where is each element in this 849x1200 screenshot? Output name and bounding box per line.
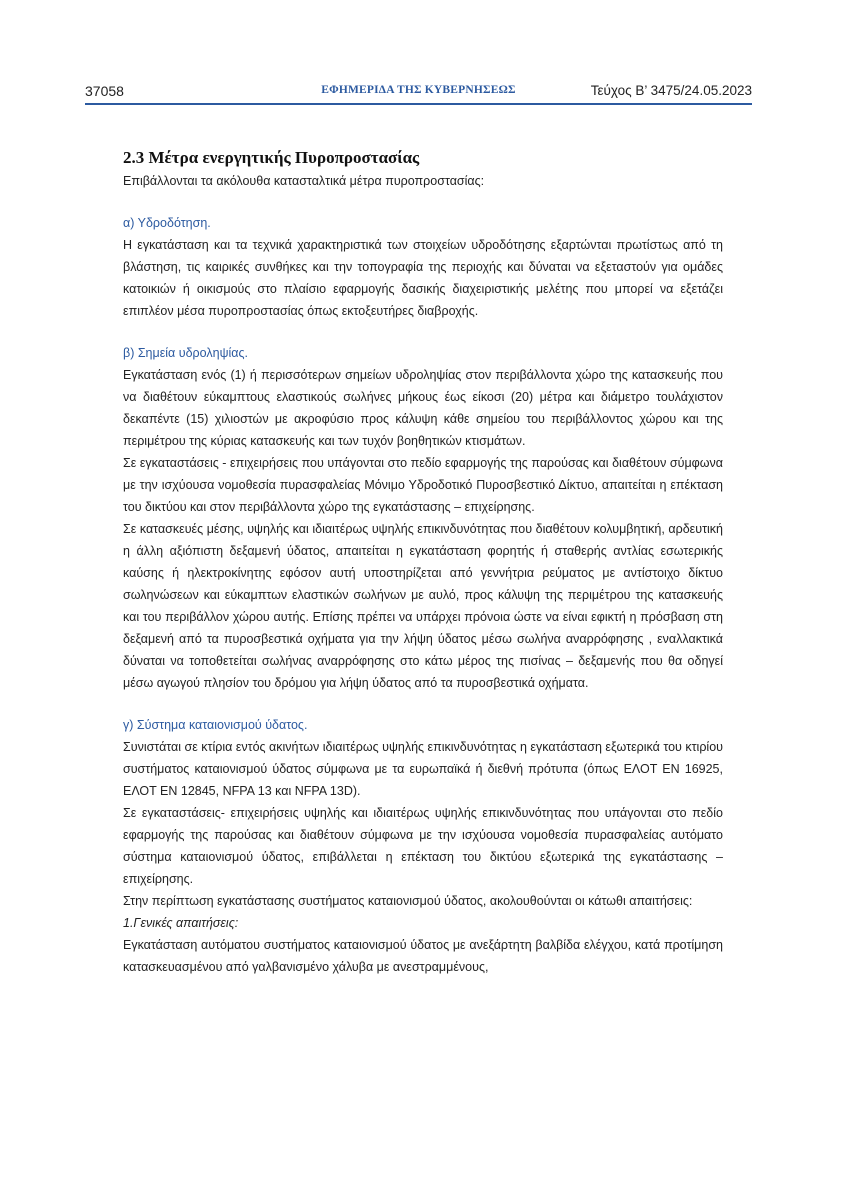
general-requirements-heading: 1.Γενικές απαιτήσεις: (123, 916, 239, 930)
subsection-b-paragraph-2: Σε εγκαταστάσεις - επιχειρήσεις που υπάγονται στο πεδίο εφαρμογής της παρούσας και διαθέτουν σύμφωνα με την ισχύουσα νομοθεσία πυρασφαλείας Μόνιμο Υδροδοτικό Πυροσβεστικό Δίκτυο, απαιτείται η επέκταση του δικτύου και στον περιβάλλοντα χώρο της εγκατάστασης – επιχείρησης. (123, 456, 723, 514)
subsection-c-paragraph-4: Εγκατάσταση αυτόματου συστήματος καταιονισμού ύδατος με ανεξάρτητη βαλβίδα ελέγχου, κατά προτίμηση κατασκευασμένου από γαλβανισμένο χάλυβα με ανεστραμμένους, (123, 938, 723, 974)
subsection-b-paragraph-3: Σε κατασκευές μέσης, υψηλής και ιδιαιτέρως υψηλής επικινδυνότητας που διαθέτουν κολυμβητική, αρδευτική η άλλη αξιόπιστη δεξαμενή ύδατος, απαιτείται η εγκατάσταση φορητής ή σταθερής αντλίας εσωτερικής καύσης ή ηλεκτροκίνητης εφόσον αυτή υποστηρίζεται από γεννήτρια ρεύματος με αντίστοιχο δίκτυο σωληνώσεων και εύκαμπτων ελαστικών σωλήνων με αυλό, προς κάλυψη της περιμέτρου της κατασκευής και του περιβάλλον χώρου αυτής. Επίσης πρέπει να υπάρχει πρόνοια ώστε να είναι εφικτή η πρόσβαση στη δεξαμενή από τα πυροσβεστικά οχήματα για την λήψη ύδατος μέσω σωλήνα αναρρόφησης , εναλλακτικά δύναται να τοποθετείται σωλήνας αναρρόφησης στο κάτω μέρος της πισίνας – δεξαμενής που θα οδηγεί μέσω αγωγού πλησίον του δρόμου για λήψη ύδατος από τα πυροσβεστικά οχήματα. (123, 522, 723, 690)
subsection-b-heading: β) Σημεία υδροληψίας. (123, 346, 248, 360)
issue-reference: Τεύχος Β’ 3475/24.05.2023 (590, 83, 752, 98)
gazette-name: ΕΦΗΜΕΡΙΔΑ ΤΗΣ ΚΥΒΕΡΝΗΣΕΩΣ (321, 84, 516, 96)
subsection-a-text: Η εγκατάσταση και τα τεχνικά χαρακτηριστικά των στοιχείων υδροδότησης εξαρτώνται πρωτίστως από τη βλάστηση, τις καιρικές συνθήκες και την τοπογραφία της περιοχής και δύναται να εξεταστούν για ομάδες κατοικιών ή οικισμούς στο πλαίσιο εφαρμογής δασικής διαχειριστικής μελέτης που μπορεί να εξετάζει επιπλέον μέσα πυροπροστασίας όπως εκτοξευτήρες διαβροχής. (123, 238, 723, 318)
subsection-c-paragraph-2: Σε εγκαταστάσεις- επιχειρήσεις υψηλής και ιδιαιτέρως υψηλής επικινδυνότητας που υπάγονται στο πεδίο εφαρμογής της παρούσας και διαθέτουν σύμφωνα με την ισχύουσα νομοθεσία πυρασφαλείας αυτόματο σύστημα καταιονισμού ύδατος, επιβάλλεται η επέκταση του δικτύου εξωτερικά της εγκατάστασης – επιχείρησης. (123, 806, 723, 886)
subsection-a-heading: α) Υδροδότηση. (123, 216, 211, 230)
page-header (85, 83, 752, 105)
subsection-c-paragraph-1: Συνιστάται σε κτίρια εντός ακινήτων ιδιαιτέρως υψηλής επικινδυνότητας η εγκατάσταση εξωτερικά του κτιρίου συστήματος καταιονισμού ύδατος σύμφωνα με τα ευρωπαϊκά ή διεθνή πρότυπα (όπως ΕΛΟΤ ΕΝ 16925, ΕΛΟΤ ΕΝ 12845, NFPA 13 και NFPA 13D). (123, 740, 723, 798)
subsection-c-paragraph-3: Στην περίπτωση εγκατάστασης συστήματος καταιονισμού ύδατος, ακολουθούνται οι κάτωθι απαιτήσεις: (123, 894, 693, 908)
subsection-c-heading: γ) Σύστημα καταιονισμού ύδατος. (123, 718, 308, 732)
page-body (123, 146, 723, 978)
section-intro: Επιβάλλονται τα ακόλουθα κατασταλτικά μέτρα πυροπροστασίας: (123, 174, 485, 188)
page-number: 37058 (85, 83, 124, 99)
section-title: 2.3 Μέτρα ενεργητικής Πυροπροστασίας (123, 148, 420, 167)
subsection-b-paragraph-1: Εγκατάσταση ενός (1) ή περισσότερων σημείων υδροληψίας στον περιβάλλοντα χώρο της κατασκευής που να διαθέτουν εύκαμπτους ελαστικούς σωλήνες μήκους έως είκοσι (20) μέτρα και διάμετρο τουλάχιστον δεκαπέντε (15) χιλιοστών με ακροφύσιο προς κάλυψη κάθε σημείου του περιβάλλοντος χώρου και της περιμέτρου της κύριας κατασκευής και των τυχόν βοηθητικών κτισμάτων. (123, 368, 723, 448)
